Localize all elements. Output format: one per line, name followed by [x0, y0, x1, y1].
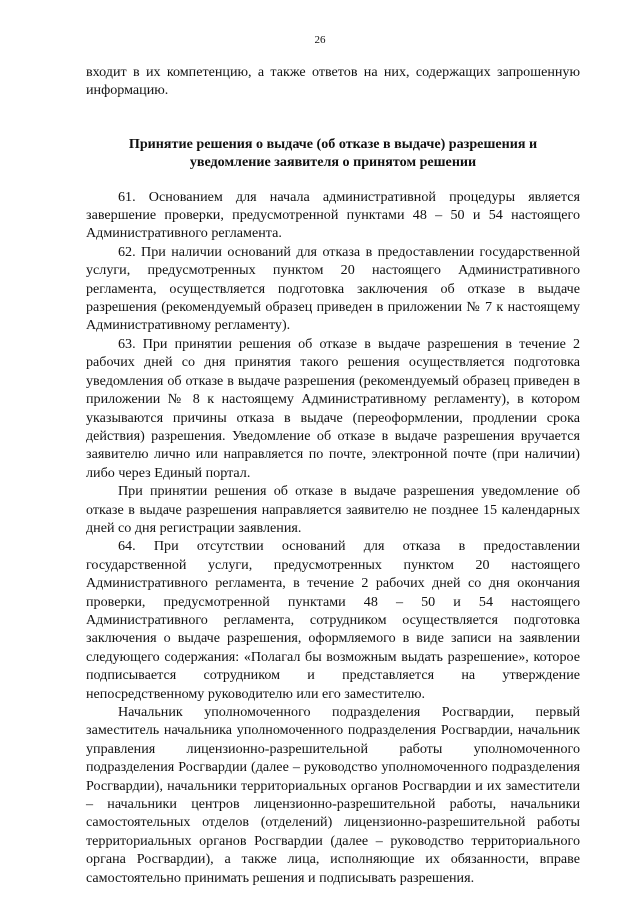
paragraph-63-notice: При принятии решения об отказе в выдаче разрешения уведомление об отказе в выдаче разрешения направляется заявителю не позднее 15 календарных дней со дня регистрации заявления. — [86, 483, 580, 536]
paragraph-63: 63. При принятии решения об отказе в выдаче разрешения в течение 2 рабочих дней со дня принятия такого решения осуществляется подготовка уведомления об отказе в выдаче разрешения (рекомендуемый образец приведен в приложении № 8 к настоящему Административному регламенту), в котором указываются причины отказа в выдаче (переоформлении, продлении срока действия) разрешения. Уведомление об отказе в выдаче разрешения вручается заявителю лично или направляется по почте, электронной почте (при наличии) либо через Единый портал. — [86, 335, 580, 481]
intro-text: входит в их компетенцию, а также ответов на них, содержащих запрошенную информацию. — [86, 64, 580, 99]
paragraph-64: 64. При отсутствии оснований для отказа в предоставлении государственной услуги, предусмотренных пунктом 20 настоящего Административного регламента, в течение 2 рабочих дней со дня окончания проверки, предусмотренной пунктами 48 – 50 и 54 настоящего Административного регламента, сотрудником осуществляется подготовка заключения о выдаче разрешения, оформляемого в виде записи на заявлении следующего содержания: «Полагал бы возможным выдать разрешение», которое подписывается сотрудником и представляется на утверждение непосредственному руководителю или его заместителю. — [86, 538, 580, 702]
page-number: 26 — [314, 34, 326, 46]
paragraph-61: 61. Основанием для начала административной процедуры является завершение проверки, предусмотренной пунктами 48 – 50 и 54 настоящего Административного регламента. — [86, 188, 580, 242]
section-heading: Принятие решения о выдаче (об отказе в выдаче) разрешения и уведомление заявителя о принятом решении — [128, 135, 538, 171]
document-body — [86, 63, 580, 887]
paragraph-62: 62. При наличии оснований для отказа в предоставлении государственной услуги, предусмотренных пунктом 20 настоящего Административного регламента, осуществляется подготовка заключения об отказе в выдаче разрешения (рекомендуемый образец приведен в приложении № 7 к настоящему Административному регламенту). — [86, 243, 580, 334]
paragraph-authority: Начальник уполномоченного подразделения Росгвардии, первый заместитель начальника уполномоченного подразделения Росгвардии, начальник управления лицензионно-разрешительной работы уполномоченного подразделения Росгвардии (далее – руководство уполномоченного подразделения Росгвардии), начальники территориальных органов Росгвардии и их заместители – начальники центров лицензионно-разрешительной работы, начальники самостоятельных отделов (отделений) лицензионно-разрешительной работы территориальных органов Росгвардии (далее – руководство территориального органа Росгвардии), а также лица, исполняющие их обязанности, вправе самостоятельно принимать решения и подписывать разрешения. — [86, 704, 580, 886]
